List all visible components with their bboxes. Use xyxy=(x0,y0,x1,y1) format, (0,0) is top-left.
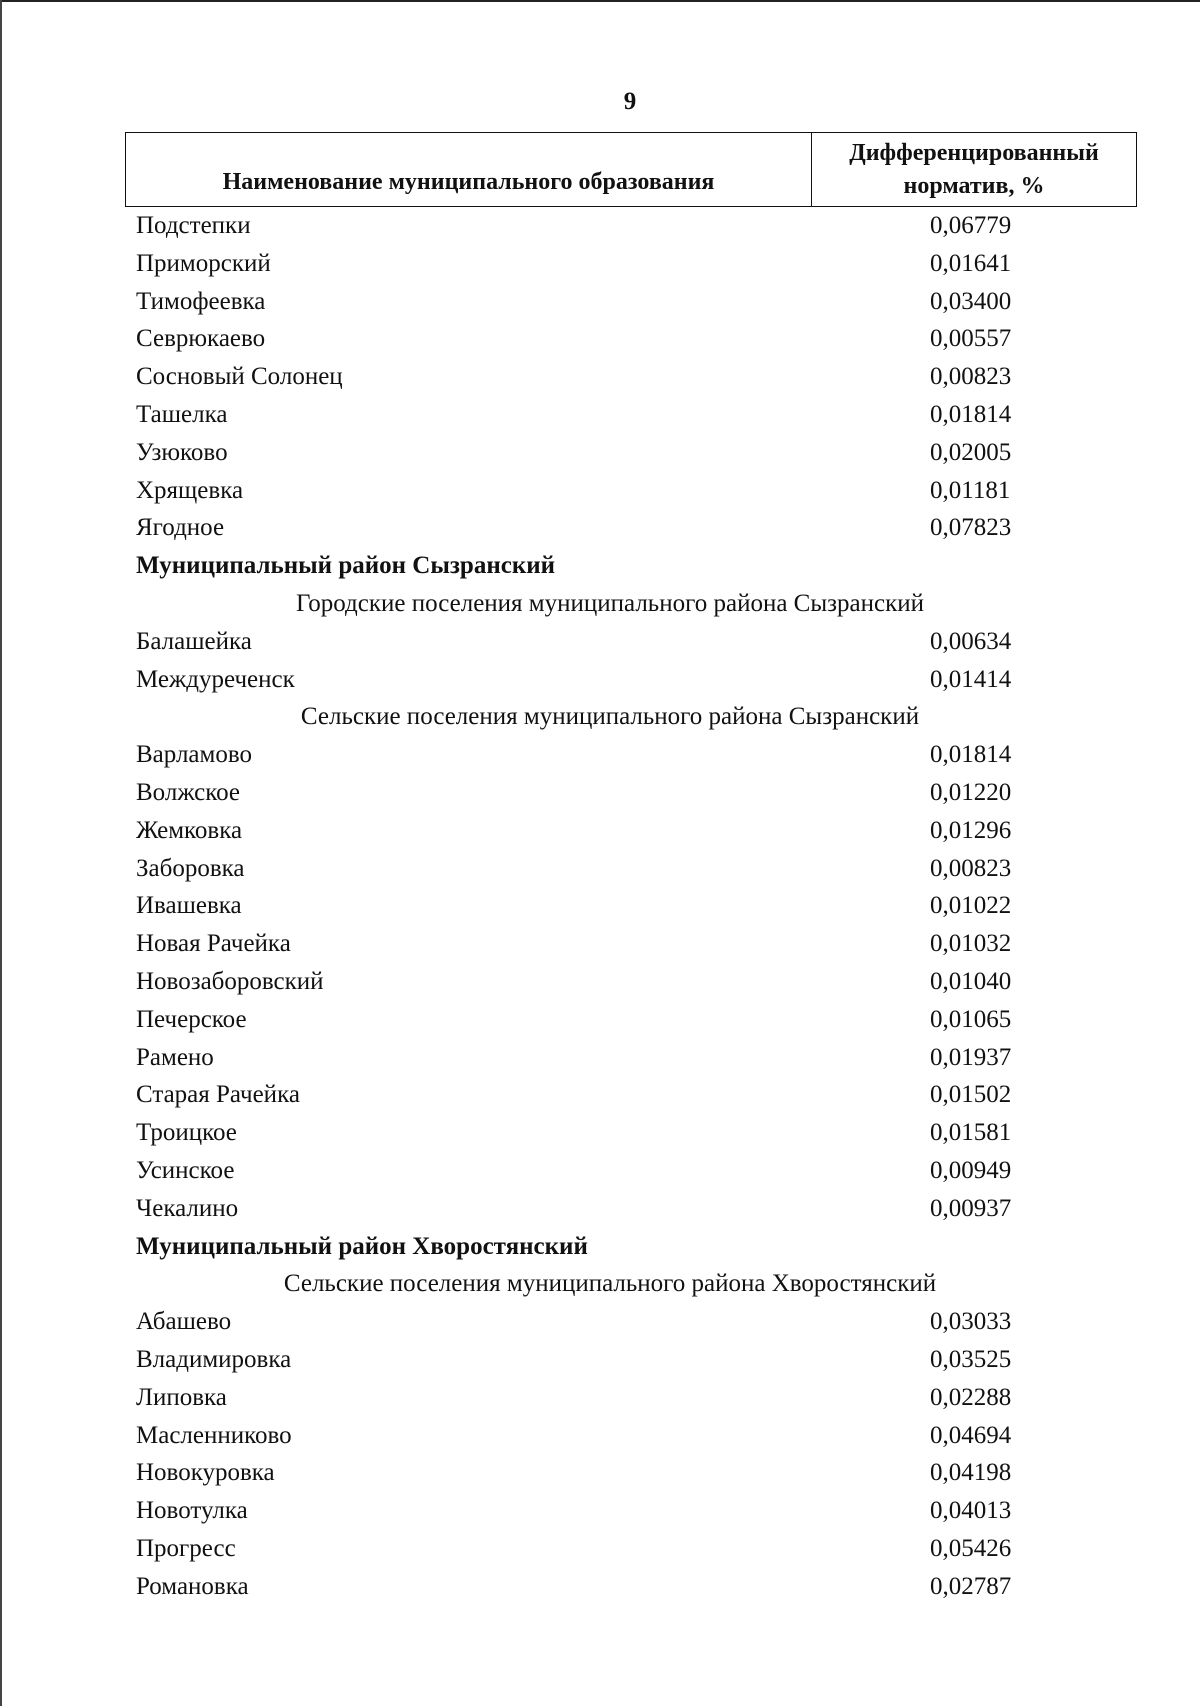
table-row xyxy=(0,1076,1200,1114)
table-row xyxy=(0,1001,1200,1039)
normative-value: 0,01032 xyxy=(930,930,1012,958)
table-row xyxy=(0,434,1200,472)
normative-value: 0,02787 xyxy=(930,1572,1012,1600)
normative-value: 0,03525 xyxy=(930,1345,1012,1373)
normative-value: 0,01814 xyxy=(930,400,1012,428)
municipality-name: Прогресс xyxy=(136,1534,236,1562)
municipality-name: Новокуровка xyxy=(136,1459,275,1487)
normative-value: 0,07823 xyxy=(930,514,1012,542)
municipality-name: Ташелка xyxy=(136,400,228,428)
normative-value: 0,01181 xyxy=(930,476,1011,504)
header-name-column: Наименование муниципального образования xyxy=(126,133,812,206)
page-number: 9 xyxy=(623,88,637,115)
table-row xyxy=(0,1039,1200,1077)
table-row xyxy=(0,887,1200,925)
district-title: Муниципальный район Сызранский xyxy=(136,552,556,580)
municipality-name: Усинское xyxy=(136,1156,235,1184)
municipality-name: Узюково xyxy=(136,438,228,466)
table-row xyxy=(0,472,1200,510)
normative-value: 0,00634 xyxy=(930,627,1012,655)
municipality-name: Севрюкаево xyxy=(136,325,266,353)
caption-text: Сельские поселения муниципального района Хворостянский xyxy=(283,1270,937,1298)
normative-value: 0,00937 xyxy=(930,1194,1012,1222)
municipality-name: Абашево xyxy=(136,1308,232,1336)
table-row xyxy=(0,1492,1200,1530)
municipality-name: Рамено xyxy=(136,1043,214,1071)
normative-value: 0,00949 xyxy=(930,1156,1012,1184)
normative-value: 0,03033 xyxy=(930,1308,1012,1336)
normative-value: 0,01937 xyxy=(930,1043,1012,1071)
normative-value: 0,01581 xyxy=(930,1119,1012,1147)
table-row xyxy=(0,1454,1200,1492)
table-row xyxy=(0,1341,1200,1379)
table-row xyxy=(0,320,1200,358)
normative-value: 0,04694 xyxy=(930,1421,1012,1449)
caption-text: Сельские поселения муниципального района Сызранский xyxy=(300,703,920,731)
normative-value: 0,00557 xyxy=(930,325,1012,353)
district-heading xyxy=(0,547,1200,585)
table-row xyxy=(0,850,1200,888)
normative-value: 0,01040 xyxy=(930,967,1012,995)
municipality-name: Приморский xyxy=(136,249,271,277)
municipality-name: Старая Рачейка xyxy=(136,1081,300,1109)
normative-value: 0,01065 xyxy=(930,1005,1012,1033)
municipality-name: Междуреченск xyxy=(136,665,295,693)
table-row xyxy=(0,925,1200,963)
table-row xyxy=(0,963,1200,1001)
municipality-name: Ивашевка xyxy=(136,892,242,920)
table-row xyxy=(0,1303,1200,1341)
table-row xyxy=(0,661,1200,699)
table-row xyxy=(0,1568,1200,1606)
table-row xyxy=(0,1114,1200,1152)
municipality-name: Заборовка xyxy=(136,854,245,882)
municipality-name: Подстепки xyxy=(136,212,251,239)
municipality-name: Троицкое xyxy=(136,1119,237,1147)
municipality-name: Новотулка xyxy=(136,1497,248,1525)
normative-value: 0,01414 xyxy=(930,665,1012,693)
district-heading xyxy=(0,1228,1200,1266)
normative-value: 0,00823 xyxy=(930,363,1012,391)
municipality-name: Тимофеевка xyxy=(136,287,266,315)
table-header xyxy=(125,132,1137,207)
table-row xyxy=(0,736,1200,774)
municipality-name: Масленниково xyxy=(136,1421,292,1449)
normative-value: 0,01814 xyxy=(930,741,1012,769)
table-row xyxy=(0,1417,1200,1455)
normative-value: 0,02005 xyxy=(930,438,1012,466)
municipality-name: Новая Рачейка xyxy=(136,930,291,958)
normative-value: 0,01022 xyxy=(930,892,1012,920)
normative-value: 0,01220 xyxy=(930,778,1012,806)
table-row xyxy=(0,1530,1200,1568)
municipality-name: Романовка xyxy=(136,1572,249,1600)
municipality-name: Балашейка xyxy=(136,627,252,655)
municipality-name: Новозаборовский xyxy=(136,967,324,995)
municipality-name: Жемковка xyxy=(136,816,243,844)
header-value-line2: норматив, % xyxy=(903,172,1045,199)
table-row xyxy=(0,812,1200,850)
municipality-name: Варламово xyxy=(136,741,252,769)
municipality-name: Сосновый Солонец xyxy=(136,363,343,391)
table-row xyxy=(0,358,1200,396)
normative-value: 0,01641 xyxy=(930,249,1012,277)
normative-value: 0,00823 xyxy=(930,854,1012,882)
table-row xyxy=(0,207,1200,245)
table-row xyxy=(0,245,1200,283)
table-row xyxy=(0,396,1200,434)
district-title: Муниципальный район Хворостянский xyxy=(136,1232,588,1260)
municipality-name: Хрящевка xyxy=(136,476,244,504)
scan-edge-top xyxy=(0,0,1200,2)
table-row xyxy=(0,509,1200,547)
table-row xyxy=(0,1379,1200,1417)
municipality-name: Волжское xyxy=(136,778,241,806)
normative-value: 0,04198 xyxy=(930,1459,1012,1487)
normative-value: 0,05426 xyxy=(930,1534,1012,1562)
normative-value: 0,06779 xyxy=(930,212,1012,239)
table-row xyxy=(0,774,1200,812)
settlement-group-caption xyxy=(0,585,1200,623)
table-row xyxy=(0,1152,1200,1190)
header-value-column xyxy=(812,133,1136,206)
normative-value: 0,03400 xyxy=(930,287,1012,315)
municipality-name: Липовка xyxy=(136,1383,227,1411)
normative-value: 0,01296 xyxy=(930,816,1012,844)
municipality-name: Печерское xyxy=(136,1005,247,1033)
settlement-group-caption xyxy=(0,698,1200,736)
table-row xyxy=(0,283,1200,321)
settlement-group-caption xyxy=(0,1265,1200,1303)
normative-value: 0,01502 xyxy=(930,1081,1012,1109)
municipality-name: Ягодное xyxy=(136,514,225,542)
normative-value: 0,02288 xyxy=(930,1383,1012,1411)
table-row xyxy=(0,1190,1200,1228)
table-row xyxy=(0,623,1200,661)
normative-value: 0,04013 xyxy=(930,1497,1012,1525)
municipality-name: Владимировка xyxy=(136,1345,292,1373)
municipality-name: Чекалино xyxy=(136,1194,239,1222)
caption-text: Городские поселения муниципального района Сызранский xyxy=(296,589,924,617)
table-body xyxy=(0,207,1200,1605)
header-value-line1: Дифференцированный xyxy=(849,139,1099,166)
